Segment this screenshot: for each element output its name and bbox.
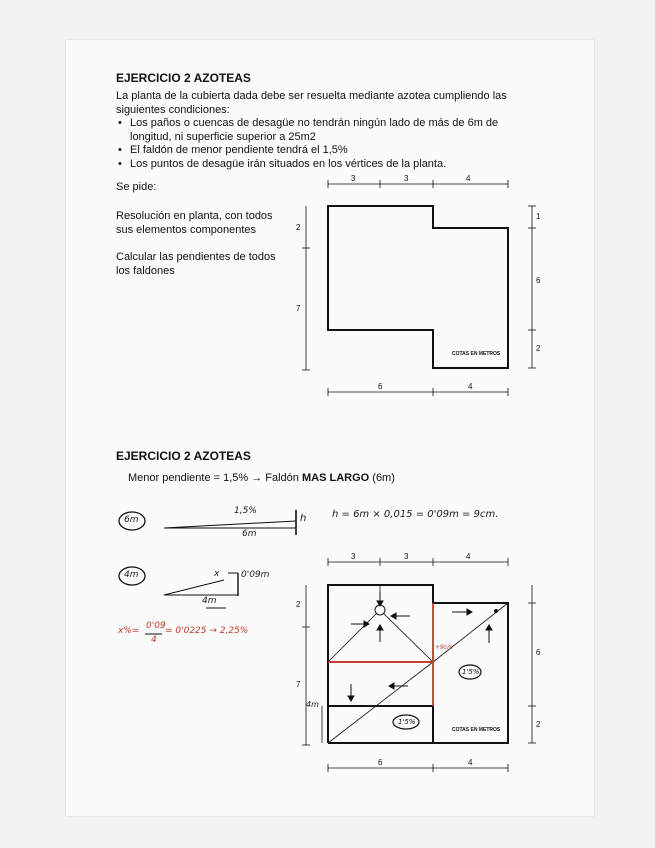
- dim-right-b: 6: [536, 276, 541, 285]
- task-2-line-1: Calcular las pendientes de todos: [116, 251, 276, 263]
- exercise-title-2: EJERCICIO 2 AZOTEAS: [116, 449, 251, 463]
- formula-4m-rhs: = 0'0225 → 2,25%: [165, 626, 249, 636]
- dim2-left-b: 7: [296, 680, 301, 689]
- circle-6m-label: 6m: [124, 515, 139, 525]
- dim2-top-b: 3: [404, 552, 409, 561]
- dim-left-a: 2: [296, 223, 301, 232]
- circle-4m-label: 4m: [124, 570, 139, 580]
- dim2-right-a: 6: [536, 648, 541, 657]
- x-label: x: [214, 569, 220, 579]
- cotas-label-2: COTAS EN METROS: [452, 727, 501, 733]
- dim-top-a: 3: [351, 174, 356, 183]
- spacer: [328, 662, 433, 706]
- fraction-numerator: 0'09: [146, 621, 166, 631]
- subtitle-prefix: Menor pendiente = 1,5% → Faldón: [128, 472, 299, 484]
- dim-top-b: 3: [404, 174, 409, 183]
- task-1-line-1: Resolución en planta, con todos: [116, 210, 273, 222]
- subtitle-suffix: (6m): [372, 472, 395, 484]
- corner-dot-icon: [494, 609, 498, 613]
- cotas-label-1: COTAS EN METROS: [452, 351, 501, 357]
- h-label: h: [300, 513, 307, 524]
- formula-4m-lhs: x%=: [118, 626, 140, 636]
- condition-2-text: El faldón de menor pendiente tendrá el 1,5%: [130, 144, 348, 156]
- badge-bottom-label: 1'5%: [398, 718, 416, 726]
- length-6m-label: 6m: [242, 529, 257, 539]
- dim2-bottom-b: 4: [468, 758, 473, 767]
- arrowhead-icon: [377, 625, 383, 630]
- paper-page: [66, 40, 594, 816]
- left-4m-mark: 4m: [306, 700, 319, 709]
- dim-bottom-b: 4: [468, 382, 473, 391]
- intro-line-1: La planta de la cubierta dada debe ser resuelta mediante azotea cumpliendo las: [116, 90, 507, 102]
- arrowhead-icon: [486, 625, 492, 630]
- dim-top-c: 4: [466, 174, 471, 183]
- length-4m-label: 4m: [202, 596, 217, 606]
- arrowhead-icon: [467, 609, 472, 615]
- dim-right-a: 1: [536, 212, 541, 221]
- dim2-top-a: 3: [351, 552, 356, 561]
- condition-3-text: Los puntos de desagüe irán situados en los vértices de la planta.: [130, 157, 447, 170]
- height-4m-label: 0'09m: [241, 570, 270, 580]
- dim2-top-c: 4: [466, 552, 471, 561]
- subtitle-bold: MAS LARGO: [301, 472, 370, 484]
- intro-line-2: siguientes condiciones:: [116, 103, 230, 116]
- dim-bottom-a: 6: [378, 382, 383, 391]
- valley-line: [328, 662, 433, 743]
- arrowhead-icon: [389, 683, 394, 689]
- dim-right-c: 2: [536, 344, 541, 353]
- slope-arrows: [348, 592, 492, 701]
- bullet-icon: •: [118, 117, 122, 129]
- se-pide-label: Se pide:: [116, 181, 157, 193]
- bullet-icon: •: [118, 157, 122, 170]
- formula-6m: h = 6m × 0,015 = 0'09m = 9cm.: [332, 509, 499, 520]
- dim2-right-b: 2: [536, 720, 541, 729]
- valley-line: [328, 610, 380, 662]
- badge-right-label: 1'5%: [462, 668, 480, 676]
- exercise-title-1: EJERCICIO 2 AZOTEAS: [116, 71, 251, 85]
- dim2-left-a: 2: [296, 600, 301, 609]
- slope-6m-label: 1,5%: [234, 506, 257, 516]
- bullet-icon: •: [118, 144, 122, 156]
- fraction-denominator: 4: [151, 635, 157, 645]
- plan-drawing-2: [66, 40, 594, 816]
- condition-1-text: Los paños o cuencas de desagüe no tendrán ningún lado de más de 6m de: [130, 117, 499, 129]
- task-2-line-2: los faldones: [116, 264, 175, 277]
- dim-left-b: 7: [296, 304, 301, 313]
- arrowhead-icon: [391, 613, 396, 619]
- arrowhead-icon: [348, 696, 354, 701]
- condition-1-cont: longitud, ni superficie superior a 25m2: [130, 130, 316, 143]
- note-9cm: +9cm: [435, 644, 453, 651]
- dim2-bottom-a: 6: [378, 758, 383, 767]
- valley-line: [380, 610, 433, 662]
- task-1-line-2: sus elementos componentes: [116, 223, 257, 236]
